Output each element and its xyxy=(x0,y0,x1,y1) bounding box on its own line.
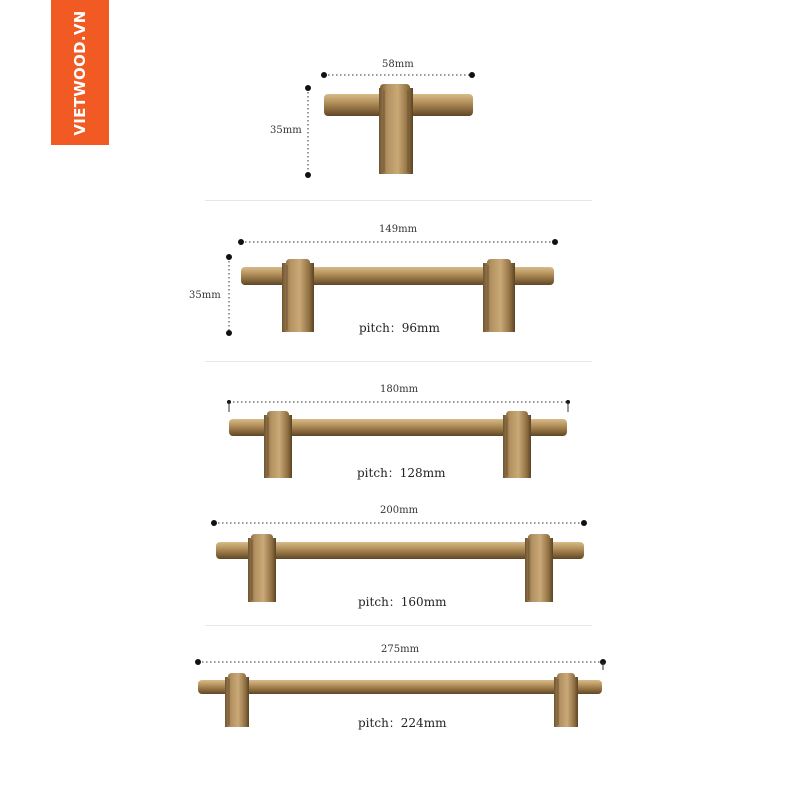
pitch-label-160mm: pitch：160mm xyxy=(358,595,447,609)
length-label-149mm: 149mm xyxy=(379,224,418,235)
handle-200mm xyxy=(216,534,584,602)
dimension-line-275mm xyxy=(195,659,606,670)
dimension-line-200mm xyxy=(211,520,587,526)
height-label-58mm: 35mm xyxy=(270,125,302,136)
pitch-label-128mm: pitch：128mm xyxy=(357,466,446,480)
length-label-275mm: 275mm xyxy=(381,644,420,655)
length-label-200mm: 200mm xyxy=(380,505,419,516)
pitch-label-96mm: pitch：96mm xyxy=(359,321,440,335)
height-label-149mm: 35mm xyxy=(189,290,221,301)
pitch-label-224mm: pitch：224mm xyxy=(358,716,447,730)
brand-logo-text: VIETWOOD.VN xyxy=(71,9,89,136)
handle-58mm xyxy=(324,84,473,174)
dimension-line-180mm xyxy=(227,400,570,412)
length-label-180mm: 180mm xyxy=(380,384,419,395)
length-label-58mm: 58mm xyxy=(382,59,414,70)
